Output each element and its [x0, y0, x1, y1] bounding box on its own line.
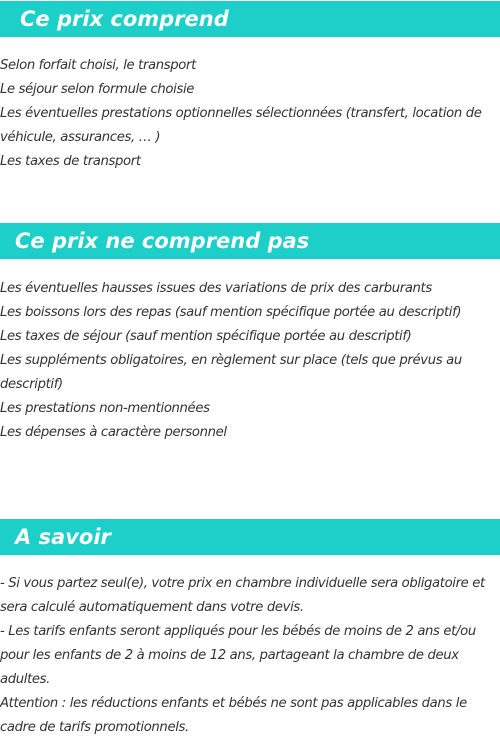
included-list [0, 54, 500, 174]
list-item: Le séjour selon formule choisie [0, 82, 195, 97]
list-item: Selon forfait choisi, le transport [0, 58, 196, 73]
list-item: Les taxes de séjour (sauf mention spécifique portée au descriptif) [0, 329, 412, 344]
list-item: Les suppléments obligatoires, en règlement sur place (tels que prévus au descriptif) [0, 353, 462, 392]
list-item: Attention : les réductions enfants et bébés ne sont pas applicables dans le cadre de tarifs promotionnels. [0, 696, 467, 735]
list-item: Les prestations non-mentionnées [0, 401, 210, 416]
list-item: Les éventuelles hausses issues des variations de prix des carburants [0, 281, 432, 296]
list-item: Les dépenses à caractère personnel [0, 425, 227, 440]
list-item: Les éventuelles prestations optionnelles sélectionnées (transfert, location de véhicule, assurances, … ) [0, 106, 482, 145]
list-item: Les taxes de transport [0, 154, 141, 169]
excluded-list [0, 277, 500, 445]
list-item: Les boissons lors des repas (sauf mention spécifique portée au descriptif) [0, 305, 462, 320]
list-item: - Les tarifs enfants seront appliqués pour les bébés de moins de 2 ans et/ou pour les enfants de 2 à moins de 12 ans, partageant la chambre de deux adultes. [0, 624, 476, 687]
list-item: - Si vous partez seul(e), votre prix en chambre individuelle sera obligatoire et sera calculé automatiquement dans votre devis. [0, 576, 485, 615]
section-title-good-to-know: A savoir [0, 519, 500, 555]
section-title-included: Ce prix comprend [0, 1, 500, 37]
section-title-excluded: Ce prix ne comprend pas [0, 223, 500, 259]
